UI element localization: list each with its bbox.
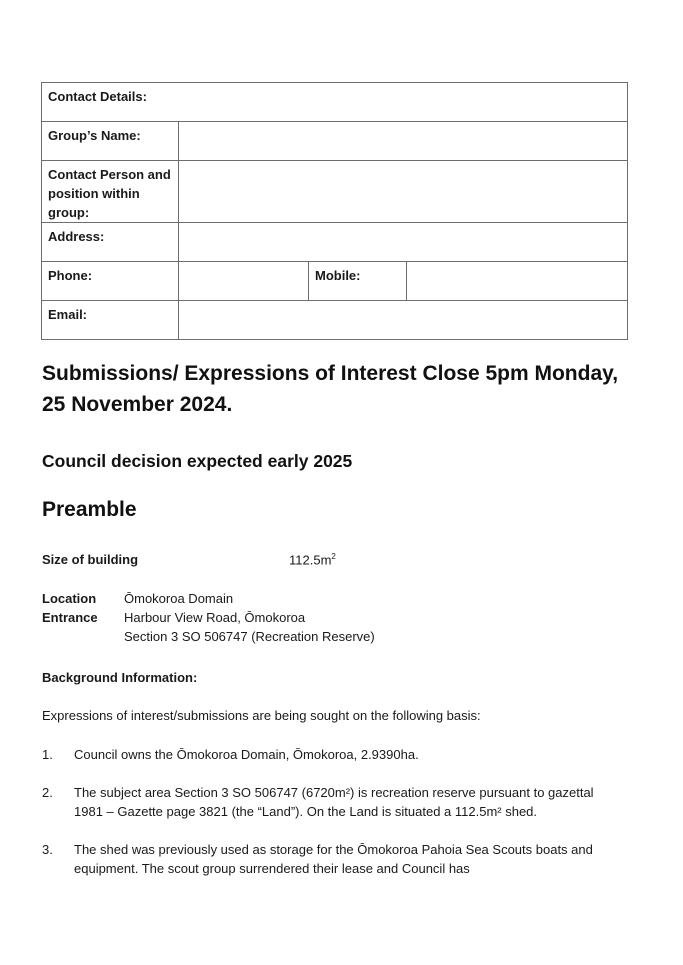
mobile-field[interactable] xyxy=(407,262,628,301)
group-name-field[interactable] xyxy=(179,122,628,161)
list-item-number: 3. xyxy=(42,842,53,857)
email-label: Email: xyxy=(42,301,179,340)
group-name-label: Group’s Name: xyxy=(42,122,179,161)
contact-details-table xyxy=(41,82,628,340)
list-item-number: 1. xyxy=(42,747,53,762)
preamble-heading: Preamble xyxy=(42,498,137,521)
list-item-text: The shed was previously used as storage for the Ōmokoroa Pahoia Sea Scouts boats and equipment. The scout group surrendered their lease and Council has xyxy=(74,842,593,876)
contact-details-label: Contact Details: xyxy=(42,83,628,122)
table-row xyxy=(42,301,628,340)
phone-field[interactable] xyxy=(179,262,309,301)
list-item-number: 2. xyxy=(42,785,53,800)
building-size-label: Size of building xyxy=(42,552,139,567)
table-row xyxy=(42,122,628,161)
table-row xyxy=(42,223,628,262)
contact-person-label: Contact Person and position within group: xyxy=(42,161,179,223)
table-row xyxy=(42,161,628,223)
list-item-text: The subject area Section 3 SO 506747 (6720m²) is recreation reserve pursuant to gazettal 1981 – Gazette page 3821 (the “Land”). On the Land is situated a 112.5m² shed. xyxy=(74,785,594,819)
contact-person-field[interactable] xyxy=(179,161,628,223)
address-label: Address: xyxy=(42,223,179,262)
list-item-text: Council owns the Ōmokoroa Domain, Ōmokoroa, 2.9390ha. xyxy=(74,747,419,762)
building-size-value xyxy=(289,552,336,567)
decision-heading: Council decision expected early 2025 xyxy=(42,451,353,471)
background-title: Background Information: xyxy=(42,670,198,685)
section-value: Section 3 SO 506747 (Recreation Reserve) xyxy=(124,629,375,644)
entrance-label: Entrance xyxy=(42,610,98,625)
building-size-unit: 2 xyxy=(331,552,336,561)
building-size-number: 112.5m xyxy=(289,552,332,568)
location-label: Location xyxy=(42,591,97,606)
background-intro: Expressions of interest/submissions are being sought on the following basis: xyxy=(42,708,481,723)
mobile-label: Mobile: xyxy=(309,262,407,301)
phone-label: Phone: xyxy=(42,262,179,301)
table-row xyxy=(42,83,628,122)
table-row xyxy=(42,262,628,301)
entrance-value: Harbour View Road, Ōmokoroa xyxy=(124,610,306,625)
location-value: Ōmokoroa Domain xyxy=(124,591,234,606)
close-notice-heading: Submissions/ Expressions of Interest Close 5pm Monday, 25 November 2024. xyxy=(42,362,619,416)
address-field[interactable] xyxy=(179,223,628,262)
email-field[interactable] xyxy=(179,301,628,340)
